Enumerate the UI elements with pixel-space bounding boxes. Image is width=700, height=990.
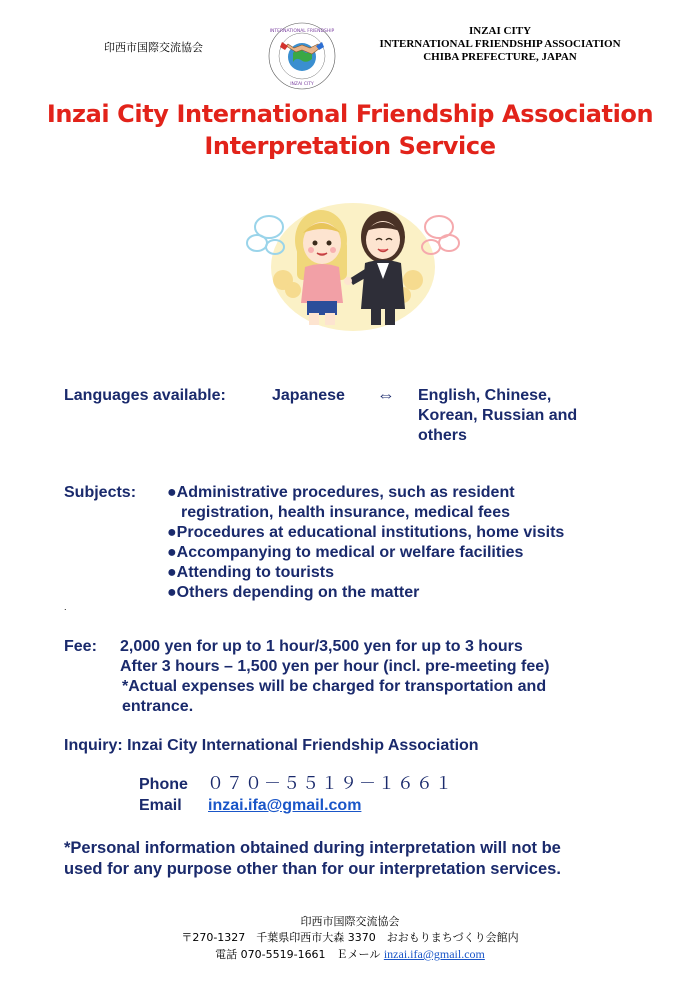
email-link[interactable]: inzai.ifa@gmail.com xyxy=(208,797,362,814)
footer-contact xyxy=(0,946,700,963)
footer-email-link[interactable]: inzai.ifa@gmail.com xyxy=(383,947,485,961)
subject-item-continued: registration, health insurance, medical fees xyxy=(181,504,510,521)
subject-item: ●Procedures at educational institutions, home visits xyxy=(167,524,565,541)
subject-item: ●Accompanying to medical or welfare facilities xyxy=(167,544,524,561)
privacy-notice-line-1: *Personal information obtained during interpretation will not be xyxy=(64,839,561,857)
association-name-jp: 印西市国際交流協会 xyxy=(104,41,203,54)
subjects-label: Subjects: xyxy=(64,484,137,501)
inquiry-line: Inquiry: Inzai City International Friendship Association xyxy=(64,737,479,754)
svg-text:INZAI CITY: INZAI CITY xyxy=(290,82,314,87)
languages-to xyxy=(418,386,577,446)
two-women-illustration-icon xyxy=(243,185,463,335)
title-line-2: Interpretation Service xyxy=(204,132,496,160)
languages-to-line-1: English, Chinese, xyxy=(418,387,552,404)
stray-dot: . xyxy=(64,602,67,612)
languages-to-line-3: others xyxy=(418,427,467,444)
footer-address: 〒270-1327 千葉県印西市大森 3370 おおもりまちづくり会館内 xyxy=(181,931,519,944)
languages-from: Japanese xyxy=(272,387,345,404)
footer-org: 印西市国際交流協会 xyxy=(300,915,400,928)
subjects-list xyxy=(167,483,564,603)
title-line-1: Inzai City International Friendship Association xyxy=(46,100,654,128)
privacy-notice xyxy=(64,838,561,880)
fee-details xyxy=(120,637,549,717)
globe-handshake-icon xyxy=(268,22,336,90)
header-line-association: INTERNATIONAL FRIENDSHIP ASSOCIATION xyxy=(379,38,621,50)
fee-line-3: *Actual expenses will be charged for transportation and xyxy=(122,678,547,695)
page-title xyxy=(0,98,700,162)
bidirectional-arrow-icon: ⇔ xyxy=(377,385,395,405)
header-line-prefecture: CHIBA PREFECTURE, JAPAN xyxy=(423,51,577,63)
phone-label: Phone xyxy=(139,776,188,793)
subject-item: ●Attending to tourists xyxy=(167,564,334,581)
illustration xyxy=(243,185,463,335)
association-logo xyxy=(268,22,336,90)
subject-item: ●Others depending on the matter xyxy=(167,584,420,601)
svg-text:INTERNATIONAL FRIENDSHIP: INTERNATIONAL FRIENDSHIP xyxy=(269,29,335,34)
fee-label: Fee: xyxy=(64,638,97,655)
email-label: Email xyxy=(139,797,182,814)
privacy-notice-line-2: used for any purpose other than for our interpretation services. xyxy=(64,860,561,878)
languages-label: Languages available: xyxy=(64,387,226,404)
fee-line-4: entrance. xyxy=(122,698,194,715)
phone-number: ０７０－５５１９－１６６１ xyxy=(207,774,454,794)
fee-line-1: 2,000 yen for up to 1 hour/3,500 yen for up to 3 hours xyxy=(120,638,523,655)
association-name-en xyxy=(355,25,645,64)
footer-phone: 電話 070-5519-1661 Ｅメール xyxy=(215,948,381,961)
footer xyxy=(0,914,700,963)
fee-line-2: After 3 hours – 1,500 yen per hour (incl. pre-meeting fee) xyxy=(120,658,550,675)
header-line-city: INZAI CITY xyxy=(468,25,532,37)
subject-item: ●Administrative procedures, such as resident xyxy=(167,484,515,501)
languages-to-line-2: Korean, Russian and xyxy=(418,407,578,424)
